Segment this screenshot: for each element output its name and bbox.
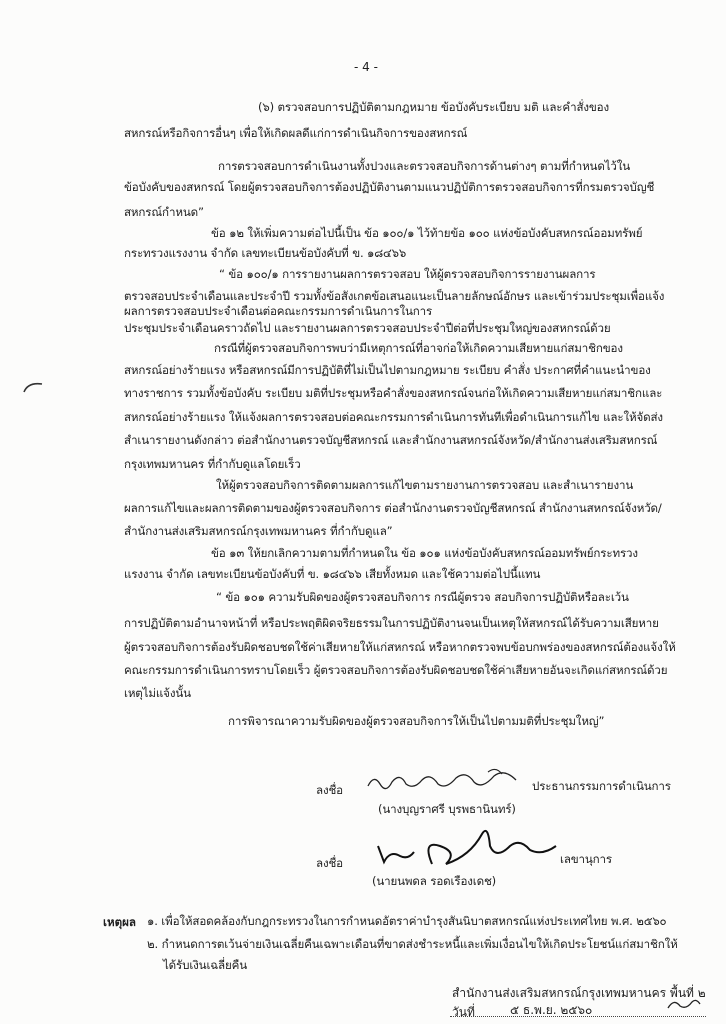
note-line: ๑. เพื่อให้สอดคล้องกับกฎกระทรวงในการกำหนดอัตราค่าบำรุงสันนิบาตสหกรณ์แห่งประเทศไทย พ.ศ. ๒๕๖๐ [147,914,667,928]
body-line: แรงงาน จำกัด เลขทะเบียนข้อบังคับที่ ข. ๑๘๔๖๖ เสียทั้งหมด และใช้ความต่อไปนี้แทน [124,567,541,581]
body-line: เหตุไม่แจ้งนั้น [124,686,191,700]
body-line: ตรวจสอบประจำเดือนและประจำปี รวมทั้งข้อสังเกตข้อเสนอแนะเป็นลายลักษณ์อักษร และเข้าร่วมประชุมเพื่อแจ้ง [124,289,665,303]
body-line: การพิจารณาความรับผิดของผู้ตรวจสอบกิจการให้เป็นไปตามมติที่ประชุมใหญ่” [228,714,605,728]
notes-label: เหตุผล [103,915,137,929]
body-line: ข้อบังคับของสหกรณ์ โดยผู้ตรวจสอบกิจการต้องปฏิบัติงานตามแนวปฏิบัติการตรวจสอบกิจการที่กรมตรวจบัญชี [124,180,655,194]
signatory-title: ประธานกรรมการดำเนินการ [532,779,671,793]
signatory-name: (นายนพดล รอดเรืองเดช) [372,874,497,888]
stamp-date-label: วันที่ [452,1005,475,1019]
stamp-underline [450,1016,706,1018]
body-line: ผลการแก้ไขและผลการติดตามของผู้ตรวจสอบกิจการ ต่อสำนักงานตรวจบัญชีสหกรณ์ สำนักงานสหกรณ์จังหวัด/ [124,501,662,515]
body-line: สำนักงานส่งเสริมสหกรณ์กรุงเทพมหานคร ที่กำกับดูแล” [124,524,393,538]
body-line: “ ข้อ ๑๐๑ ความรับผิดของผู้ตรวจสอบกิจการ กรณีผู้ตรวจ สอบกิจการปฏิบัติหรือละเว้น [216,590,629,604]
body-line: สหกรณ์อย่างร้ายแรง หรือสหกรณ์มีการปฏิบัติที่ไม่เป็นไปตามกฎหมาย ระเบียบ คำสั่ง ประกาศที่คำแนะนำของ [124,363,651,377]
page-number: - 4 - [354,60,378,74]
body-line: สหกรณ์หรือกิจการอื่นๆ เพื่อให้เกิดผลดีแก่การดำเนินกิจการของสหกรณ์ [124,126,468,140]
note-line: ๒. กำหนดการตเว้นจ่ายเงินเฉลี่ยคืนเฉพาะเดือนที่ขาดส่งชำระหนี้และเพิ่มเงื่อนไขให้เกิดประโยชน์แก่สมาชิกให้ [147,937,678,951]
stamp-date-value: ๕ ธ.พ.ย. ๒๕๖๐ [510,1003,593,1017]
body-line: ประชุมประจำเดือนคราวถัดไป และรายงานผลการตรวจสอบประจำปีต่อที่ประชุมใหญ่ของสหกรณ์ด้วย [124,321,611,335]
body-line: การปฏิบัติตามอำนาจหน้าที่ หรือประพฤติผิดจริยธรรมในการปฏิบัติงานจนเป็นเหตุให้สหกรณ์ได้รับความเสียหาย [124,616,659,630]
body-line: สำเนารายงานดังกล่าว ต่อสำนักงานตรวจบัญชีสหกรณ์ และสำนักงานสหกรณ์จังหวัด/สำนักงานส่งเสริมสหกรณ์ [124,433,658,447]
note-line: ได้รับเงินเฉลี่ยคืน [163,958,247,972]
body-line: กรณีที่ผู้ตรวจสอบกิจการพบว่ามีเหตุการณ์ที่อาจก่อให้เกิดความเสียหายแก่สมาชิกของ [214,341,623,355]
body-line: ให้ผู้ตรวจสอบกิจการติดตามผลการแก้ไขตามรายงานการตรวจสอบ และสำเนารายงาน [216,478,634,492]
body-line: สหกรณ์อย่างร้ายแรง ให้แจ้งผลการตรวจสอบต่อคณะกรรมการดำเนินการทันทีเพื่อดำเนินการแก้ไข และให้จัดส่ง [124,410,663,424]
body-line: กระทรวงแรงงาน จำกัด เลขทะเบียนข้อบังคับที่ ข. ๑๘๔๖๖ [124,246,407,260]
signature-scribble [370,816,560,872]
sign-label: ลงชื่อ [316,856,343,870]
body-line: ข้อ ๑๒ ให้เพิ่มความต่อไปนี้เป็น ข้อ ๑๐๐/๑ ไว้ท้ายข้อ ๑๐๐ แห่งข้อบังคับสหกรณ์ออมทรัพย์ [211,226,643,240]
signatory-title: เลขานุการ [560,852,612,866]
body-line: สหกรณ์กำหนด” [124,205,204,219]
signatory-name: (นางบุญราศรี บุรพธานินทร์) [378,802,516,816]
body-line: ผู้ตรวจสอบกิจการต้องรับผิดชอบชดใช้ค่าเสียหายให้แก่สหกรณ์ หรือหากตรวจพบข้อบกพร่องของสหกรณ์ต้องแจ้งให้ [124,640,676,654]
stamp-office: สำนักงานส่งเสริมสหกรณ์กรุงเทพมหานคร พื้นที่ ๒ [452,986,706,1000]
initials-scribble [666,996,702,1012]
margin-mark [22,380,44,394]
body-line: (๖) ตรวจสอบการปฏิบัติตามกฎหมาย ข้อบังคับระเบียบ มติ และคำสั่งของ [258,100,609,114]
body-line: กรุงเทพมหานคร ที่กำกับดูแลโดยเร็ว [124,457,301,471]
body-line: ผลการตรวจสอบประจำเดือนต่อคณะกรรมการดำเนินการในการ [124,304,433,318]
body-line: ทางราชการ รวมทั้งข้อบังคับ ระเบียบ มติที่ประชุมหรือคำสั่งของสหกรณ์จนก่อให้เกิดความเสียหายแก่สมาชิกและ [124,386,663,400]
sign-label: ลงชื่อ [316,783,343,797]
signature-scribble [366,764,528,794]
body-line: “ ข้อ ๑๐๐/๑ การรายงานผลการตรวจสอบ ให้ผู้ตรวจสอบกิจการรายงานผลการ [219,267,596,281]
body-line: คณะกรรมการดำเนินการทราบโดยเร็ว ผู้ตรวจสอบกิจการต้องรับผิดชอบชดใช้ค่าเสียหายอันจะเกิดแก่สหกรณ์ด้วย [124,663,668,677]
body-line: การตรวจสอบการดำเนินงานทั้งปวงและตรวจสอบกิจการด้านต่างๆ ตามที่กำหนดไว้ใน [218,159,631,173]
body-line: ข้อ ๑๓ ให้ยกเลิกความตามที่กำหนดใน ข้อ ๑๐๑ แห่งข้อบังคับสหกรณ์ออมทรัพย์กระทรวง [211,546,638,560]
